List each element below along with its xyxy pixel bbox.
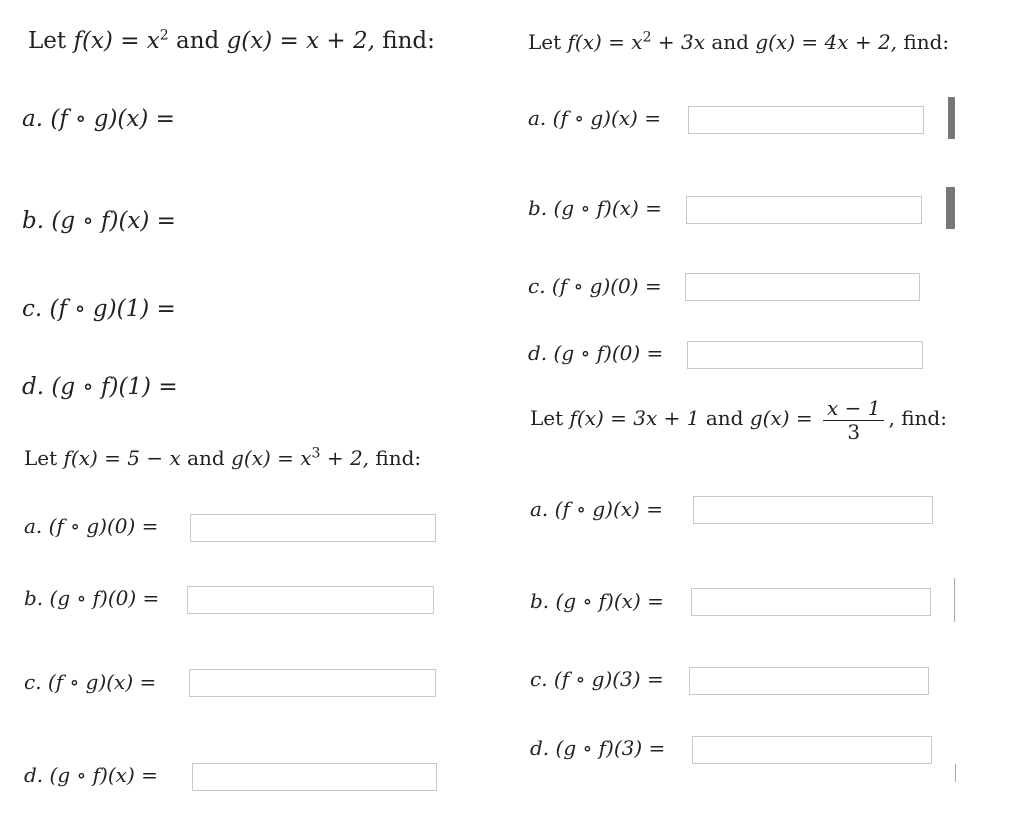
p3-item-c (528, 274, 662, 298)
item-expr: (f ∘ g)(0) = (551, 274, 662, 298)
g-exponent: 3 (311, 445, 321, 462)
divider-line (954, 578, 955, 622)
item-expr: (g ∘ f)(0) = (49, 586, 160, 610)
item-expr: (g ∘ f)(1) = (51, 374, 178, 400)
item-letter: a. (530, 497, 549, 521)
answer-input[interactable] (688, 106, 924, 134)
and-text: and (176, 28, 220, 54)
f-def: = 5 − x (104, 446, 181, 470)
item-expr: (f ∘ g)(0) = (48, 514, 159, 538)
item-expr: (g ∘ f)(3) = (555, 736, 666, 760)
f-def-tail: + 3x (657, 30, 705, 54)
item-expr: (f ∘ g)(3) = (553, 667, 664, 691)
item-letter: a. (22, 106, 44, 132)
answer-input[interactable] (686, 196, 922, 224)
status-bar-indicator (948, 97, 955, 139)
fraction (823, 396, 884, 443)
g-label: g(x) (231, 446, 271, 470)
p3-item-a (528, 106, 661, 130)
p3-item-d (528, 341, 663, 365)
answer-input[interactable] (192, 763, 437, 791)
g-def: = (795, 406, 813, 430)
fraction-denominator: 3 (847, 420, 861, 444)
find-text: find: (375, 446, 422, 470)
item-letter: b. (24, 586, 44, 610)
item-letter: b. (22, 208, 45, 234)
item-letter: d. (24, 763, 44, 787)
item-expr: (f ∘ g)(x) = (552, 106, 661, 130)
item-expr: (g ∘ f)(0) = (553, 341, 664, 365)
item-expr: (f ∘ g)(1) = (49, 296, 176, 322)
f-label: f(x) (569, 406, 604, 430)
problem2-intro (24, 446, 421, 470)
item-expr: (f ∘ g)(x) = (50, 106, 175, 132)
p4-item-a (530, 497, 663, 521)
f-exponent: 2 (159, 27, 169, 44)
status-bar-indicator (946, 187, 955, 229)
let-text: Let (528, 30, 562, 54)
and-text: and (187, 446, 225, 470)
f-def: = x (120, 28, 160, 54)
item-expr: (f ∘ g)(x) = (554, 497, 663, 521)
item-letter: c. (24, 670, 42, 694)
f-label: f(x) (63, 446, 98, 470)
and-text: and (711, 30, 749, 54)
fraction-numerator: x − 1 (823, 396, 884, 421)
answer-input[interactable] (693, 496, 933, 524)
problem4-intro (530, 396, 947, 443)
g-label: g(x) (755, 30, 795, 54)
problem3-intro (528, 30, 949, 54)
item-letter: c. (22, 296, 43, 322)
find-text: find: (382, 28, 435, 54)
g-def: = x (277, 446, 312, 470)
item-letter: c. (528, 274, 546, 298)
item-letter: d. (528, 341, 548, 365)
answer-input[interactable] (190, 514, 436, 542)
and-text: and (705, 406, 744, 430)
answer-input[interactable] (689, 667, 929, 695)
g-label: g(x) (226, 28, 273, 54)
p2-item-c (24, 670, 156, 694)
problem1-intro (28, 28, 435, 54)
divider-line (955, 764, 956, 782)
g-label: g(x) (749, 406, 790, 430)
p4-item-c (530, 667, 664, 691)
answer-input[interactable] (691, 588, 931, 616)
item-letter: d. (530, 736, 550, 760)
g-def-tail: + 2, (326, 446, 370, 470)
let-text: Let (24, 446, 58, 470)
p1-item-b (22, 208, 176, 234)
p4-item-b (530, 589, 664, 613)
answer-input[interactable] (189, 669, 436, 697)
f-label: f(x) (567, 30, 602, 54)
p2-item-b (24, 586, 159, 610)
f-label: f(x) (73, 28, 113, 54)
item-expr: (g ∘ f)(x) = (49, 763, 158, 787)
g-def: = 4x + 2, (801, 30, 898, 54)
answer-input[interactable] (692, 736, 932, 764)
item-expr: (g ∘ f)(x) = (51, 208, 176, 234)
item-letter: a. (528, 106, 547, 130)
let-text: Let (28, 28, 67, 54)
item-letter: d. (22, 374, 45, 400)
f-exponent: 2 (642, 29, 652, 46)
find-text: find: (903, 30, 950, 54)
p4-item-d (530, 736, 665, 760)
p3-item-b (528, 196, 662, 220)
item-letter: c. (530, 667, 548, 691)
answer-input[interactable] (685, 273, 920, 301)
answer-input[interactable] (187, 586, 434, 614)
item-expr: (g ∘ f)(x) = (555, 589, 664, 613)
p1-item-d (22, 374, 178, 400)
f-def: = 3x + 1 (610, 406, 700, 430)
p1-item-c (22, 296, 176, 322)
g-def: = x + 2, (279, 28, 375, 54)
let-text: Let (530, 406, 564, 430)
p1-item-a (22, 106, 175, 132)
item-letter: b. (528, 196, 548, 220)
find-text: , find: (888, 406, 947, 430)
item-letter: b. (530, 589, 550, 613)
f-def: = x (608, 30, 643, 54)
answer-input[interactable] (687, 341, 923, 369)
item-letter: a. (24, 514, 43, 538)
p2-item-a (24, 514, 158, 538)
item-expr: (f ∘ g)(x) = (47, 670, 157, 694)
item-expr: (g ∘ f)(x) = (553, 196, 662, 220)
p2-item-d (24, 763, 158, 787)
